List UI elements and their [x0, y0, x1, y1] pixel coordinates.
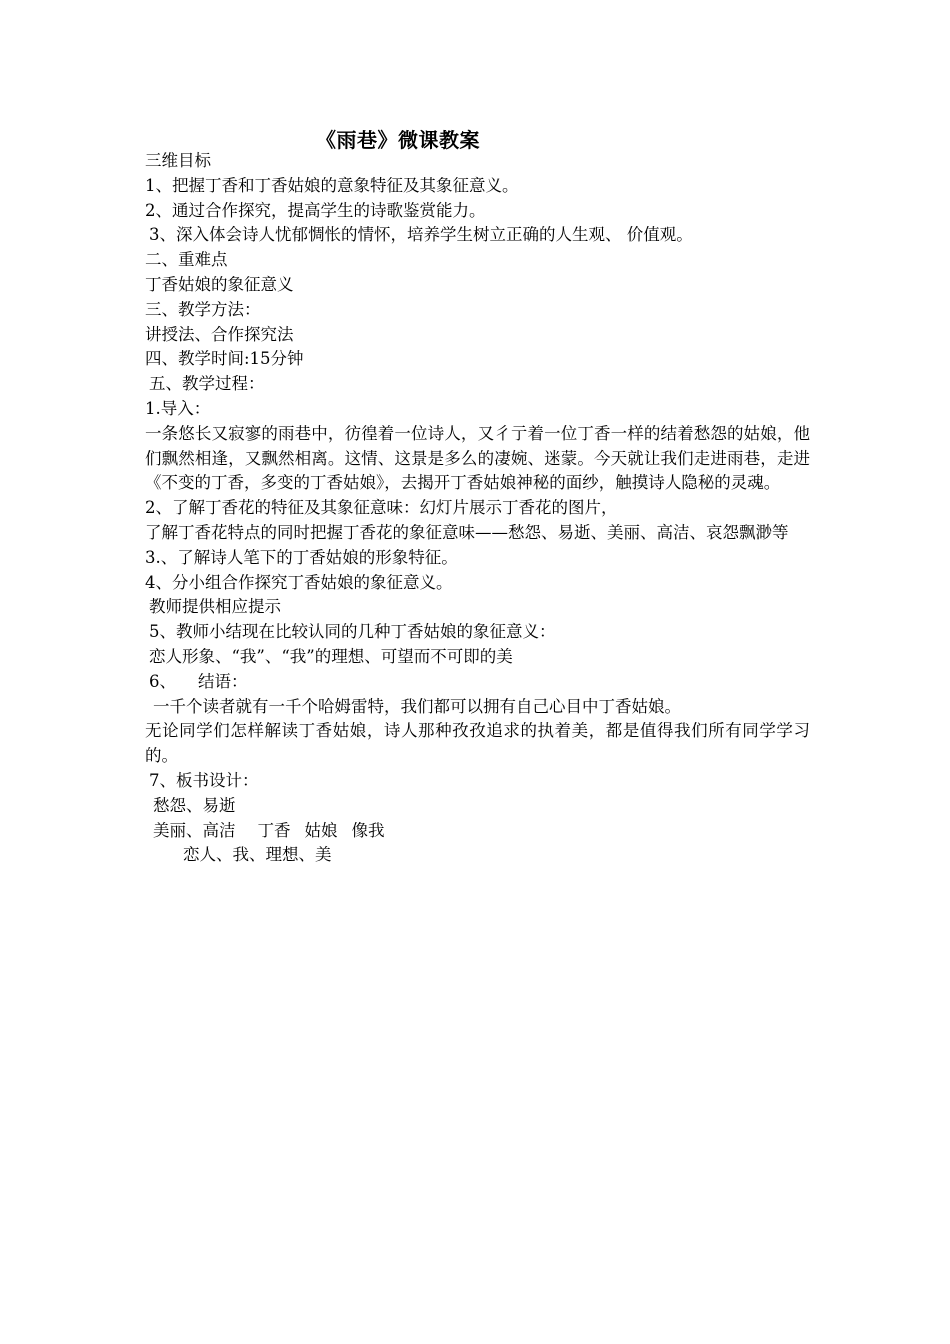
step-2-paragraph: 了解丁香花特点的同时把握丁香花的象征意味——愁怨、易逝、美丽、高洁、哀怨飘渺等 — [145, 522, 789, 542]
step-6-label: 结语： — [198, 671, 248, 691]
step-2-heading: 2、了解丁香花的特征及其象征意味：幻灯片展示丁香花的图片， — [145, 498, 618, 518]
board-design-line-1: 愁怨、易逝 — [153, 795, 236, 815]
methods-text: 讲授法、合作探究法 — [145, 324, 294, 344]
section-heading-objectives: 三维目标 — [145, 151, 211, 170]
key-points-text: 丁香姑娘的象征意义 — [145, 274, 294, 294]
objective-2: 2、通过合作探究，提高学生的诗歌鉴赏能力。 — [145, 200, 486, 220]
step-5-heading: 5、教师小结现在比较认同的几种丁香姑娘的象征意义： — [149, 622, 556, 642]
intro-paragraph: 一条悠长又寂寥的雨巷中，彷徨着一位诗人，又彳亍着一位丁香一样的结着愁怨的姑娘，他们飘然相逢，又飘然相离。这情、这景是多么的凄婉、迷蒙。今天就让我们走进雨巷，走进《不变的丁香，多变的丁香姑娘》，去揭开丁香姑娘神秘的面纱，触摸诗人隐秘的灵魂。 — [145, 423, 810, 493]
document-body — [145, 149, 810, 868]
step-7-heading: 7、板书设计： — [149, 770, 259, 790]
objective-1: 1、把握丁香和丁香姑娘的意象特征及其象征意义。 — [145, 175, 519, 195]
step-3-heading: 3.、了解诗人笔下的丁香姑娘的形象特征。 — [145, 547, 458, 567]
board-word-like-me: 像我 — [351, 820, 385, 840]
step-6-heading — [145, 670, 810, 695]
board-word-girl: 姑娘 — [304, 820, 338, 840]
objective-3: 3、深入体会诗人忧郁惆怅的情怀，培养学生树立正确的人生观、 价值观。 — [149, 225, 693, 245]
section-heading-methods: 三、教学方法： — [145, 299, 261, 319]
section-heading-key-points: 二、重难点 — [145, 250, 228, 270]
document-title: 《雨巷》微课教案 — [316, 128, 480, 152]
board-design-line-3: 恋人、我、理想、美 — [183, 845, 332, 865]
board-word-beautiful: 美丽、高洁 — [153, 820, 236, 840]
step-4-heading: 4、分小组合作探究丁香姑娘的象征意义。 — [145, 572, 453, 592]
board-design-line-2 — [145, 819, 810, 844]
step-6-number: 6、 — [149, 671, 176, 691]
step-5-text: 恋人形象、“我”、“我”的理想、可望而不可即的美 — [149, 646, 513, 666]
section-heading-process: 五、教学过程： — [149, 374, 265, 394]
teacher-hint: 教师提供相应提示 — [149, 597, 281, 617]
section-heading-time: 四、教学时间:15分钟 — [145, 349, 304, 369]
step-1-heading: 1.导入： — [145, 398, 211, 418]
conclusion-line-1: 一千个读者就有一千个哈姆雷特，我们都可以拥有自己心目中丁香姑娘。 — [153, 696, 681, 716]
conclusion-paragraph: 无论同学们怎样解读丁香姑娘，诗人那种孜孜追求的执着美，都是值得我们所有同学学习的。 — [145, 721, 810, 766]
board-word-lilac: 丁香 — [257, 820, 291, 840]
